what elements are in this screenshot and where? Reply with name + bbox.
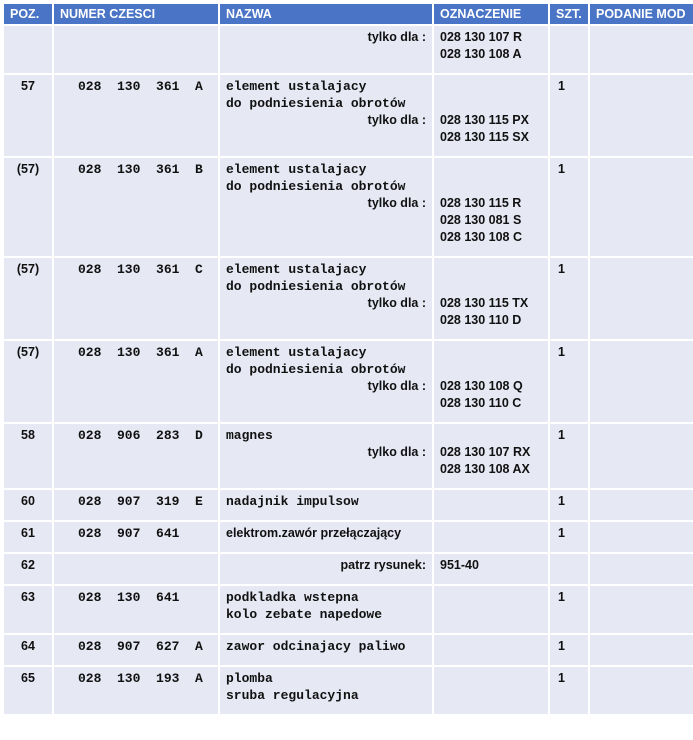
name-cell	[220, 490, 432, 520]
part-name: nadajnik impulsow	[226, 494, 359, 509]
table-row	[4, 424, 693, 488]
part-number-cell: 028 130 361 A	[54, 341, 218, 422]
designation-code: 028 130 115 R	[440, 196, 522, 210]
table-row	[4, 635, 693, 665]
modification-cell	[590, 667, 693, 714]
parts-table	[2, 2, 693, 716]
modification-cell	[590, 424, 693, 488]
tylko-dla-label: tylko dla :	[367, 196, 426, 210]
header-szt: SZT.	[550, 4, 588, 24]
modification-cell	[590, 258, 693, 339]
header-oznaczenie: OZNACZENIE	[434, 4, 548, 24]
tylko-dla-label: tylko dla :	[367, 296, 426, 310]
qty-cell: 1	[550, 522, 588, 552]
header-numer-czesci: NUMER CZESCI	[54, 4, 218, 24]
designation-code: 028 130 115 SX	[440, 130, 529, 144]
qty-cell	[550, 26, 588, 73]
designation-code: 028 130 110 D	[440, 313, 522, 327]
name-cell	[220, 586, 432, 633]
part-name-line2: kolo zebate napedowe	[226, 607, 383, 622]
qty-cell	[550, 554, 588, 584]
modification-cell	[590, 341, 693, 422]
qty-cell: 1	[550, 341, 588, 422]
modification-cell	[590, 26, 693, 73]
part-number-cell: 028 130 361 B	[54, 158, 218, 256]
part-number-cell: 028 907 641	[54, 522, 218, 552]
part-number-cell: 028 130 641	[54, 586, 218, 633]
poz-cell: 60	[4, 490, 52, 520]
designation-code: 028 130 115 PX	[440, 113, 529, 127]
designation-cell	[434, 522, 548, 552]
part-name: elektrom.zawór przełączający	[226, 526, 402, 540]
part-name: zawor odcinajacy paliwo	[226, 639, 406, 654]
table-row	[4, 26, 693, 73]
part-name-line2: do podniesienia obrotów	[226, 279, 406, 294]
designation-code: 028 130 107 R	[440, 30, 523, 44]
poz-cell: 58	[4, 424, 52, 488]
poz-cell: 62	[4, 554, 52, 584]
qty-cell: 1	[550, 586, 588, 633]
poz-cell: 63	[4, 586, 52, 633]
designation-cell	[434, 258, 548, 339]
designation-cell	[434, 26, 548, 73]
see-drawing-label: patrz rysunek:	[340, 558, 426, 572]
poz-cell: 65	[4, 667, 52, 714]
modification-cell	[590, 75, 693, 156]
designation-cell	[434, 586, 548, 633]
qty-cell: 1	[550, 424, 588, 488]
part-number-cell	[54, 554, 218, 584]
part-name: element ustalajacy	[226, 79, 367, 94]
designation-cell	[434, 635, 548, 665]
header-poz: POZ.	[4, 4, 52, 24]
designation-cell	[434, 158, 548, 256]
poz-cell: 64	[4, 635, 52, 665]
designation-cell	[434, 490, 548, 520]
designation-code: 028 130 108 Q	[440, 379, 523, 393]
table-row	[4, 258, 693, 339]
table-row	[4, 490, 693, 520]
part-name: magnes	[226, 428, 273, 443]
modification-cell	[590, 635, 693, 665]
poz-cell	[4, 26, 52, 73]
designation-code: 028 130 108 C	[440, 230, 523, 244]
part-name-line2: do podniesienia obrotów	[226, 362, 406, 377]
poz-cell: 61	[4, 522, 52, 552]
name-cell	[220, 667, 432, 714]
table-row	[4, 158, 693, 256]
header-row	[4, 4, 693, 24]
part-name-line2: do podniesienia obrotów	[226, 179, 406, 194]
tylko-dla-label: tylko dla :	[367, 113, 426, 127]
table-row	[4, 75, 693, 156]
poz-cell: 57	[4, 75, 52, 156]
designation-cell	[434, 424, 548, 488]
designation-code: 028 130 108 AX	[440, 462, 530, 476]
table-row	[4, 667, 693, 714]
part-number-cell: 028 907 627 A	[54, 635, 218, 665]
part-number-cell: 028 906 283 D	[54, 424, 218, 488]
name-cell	[220, 522, 432, 552]
name-cell	[220, 258, 432, 339]
qty-cell: 1	[550, 75, 588, 156]
table-row	[4, 341, 693, 422]
part-name: element ustalajacy	[226, 162, 367, 177]
qty-cell: 1	[550, 667, 588, 714]
tylko-dla-label: tylko dla :	[367, 379, 426, 393]
poz-cell: (57)	[4, 341, 52, 422]
modification-cell	[590, 554, 693, 584]
table-row	[4, 586, 693, 633]
name-cell	[220, 424, 432, 488]
modification-cell	[590, 522, 693, 552]
name-cell	[220, 75, 432, 156]
part-number-cell	[54, 26, 218, 73]
designation-cell	[434, 667, 548, 714]
table-row	[4, 522, 693, 552]
part-name: plomba	[226, 671, 273, 686]
qty-cell: 1	[550, 158, 588, 256]
part-number-cell: 028 130 361 A	[54, 75, 218, 156]
tylko-dla-label: tylko dla :	[367, 445, 426, 459]
qty-cell: 1	[550, 258, 588, 339]
part-number-cell: 028 907 319 E	[54, 490, 218, 520]
designation-code: 028 130 110 C	[440, 396, 522, 410]
designation-code: 028 130 115 TX	[440, 296, 529, 310]
modification-cell	[590, 158, 693, 256]
designation-code: 028 130 107 RX	[440, 445, 531, 459]
part-name: element ustalajacy	[226, 262, 367, 277]
modification-cell	[590, 586, 693, 633]
poz-cell: (57)	[4, 258, 52, 339]
part-number-cell: 028 130 361 C	[54, 258, 218, 339]
modification-cell	[590, 490, 693, 520]
name-cell	[220, 554, 432, 584]
name-cell	[220, 341, 432, 422]
qty-cell: 1	[550, 635, 588, 665]
part-name: podkladka wstepna	[226, 590, 359, 605]
part-name-line2: do podniesienia obrotów	[226, 96, 406, 111]
designation-code: 028 130 108 A	[440, 47, 522, 61]
tylko-dla-label: tylko dla :	[367, 30, 426, 44]
designation-cell	[434, 75, 548, 156]
name-cell	[220, 158, 432, 256]
part-name: element ustalajacy	[226, 345, 367, 360]
table-row	[4, 554, 693, 584]
poz-cell: (57)	[4, 158, 52, 256]
part-number-cell: 028 130 193 A	[54, 667, 218, 714]
header-nazwa: NAZWA	[220, 4, 432, 24]
designation-cell	[434, 341, 548, 422]
name-cell	[220, 26, 432, 73]
header-podanie-mod: PODANIE MOD	[590, 4, 693, 24]
designation-cell	[434, 554, 548, 584]
drawing-reference: 951-40	[440, 558, 479, 572]
name-cell	[220, 635, 432, 665]
designation-code: 028 130 081 S	[440, 213, 522, 227]
part-name-line2: sruba regulacyjna	[226, 688, 359, 703]
qty-cell: 1	[550, 490, 588, 520]
